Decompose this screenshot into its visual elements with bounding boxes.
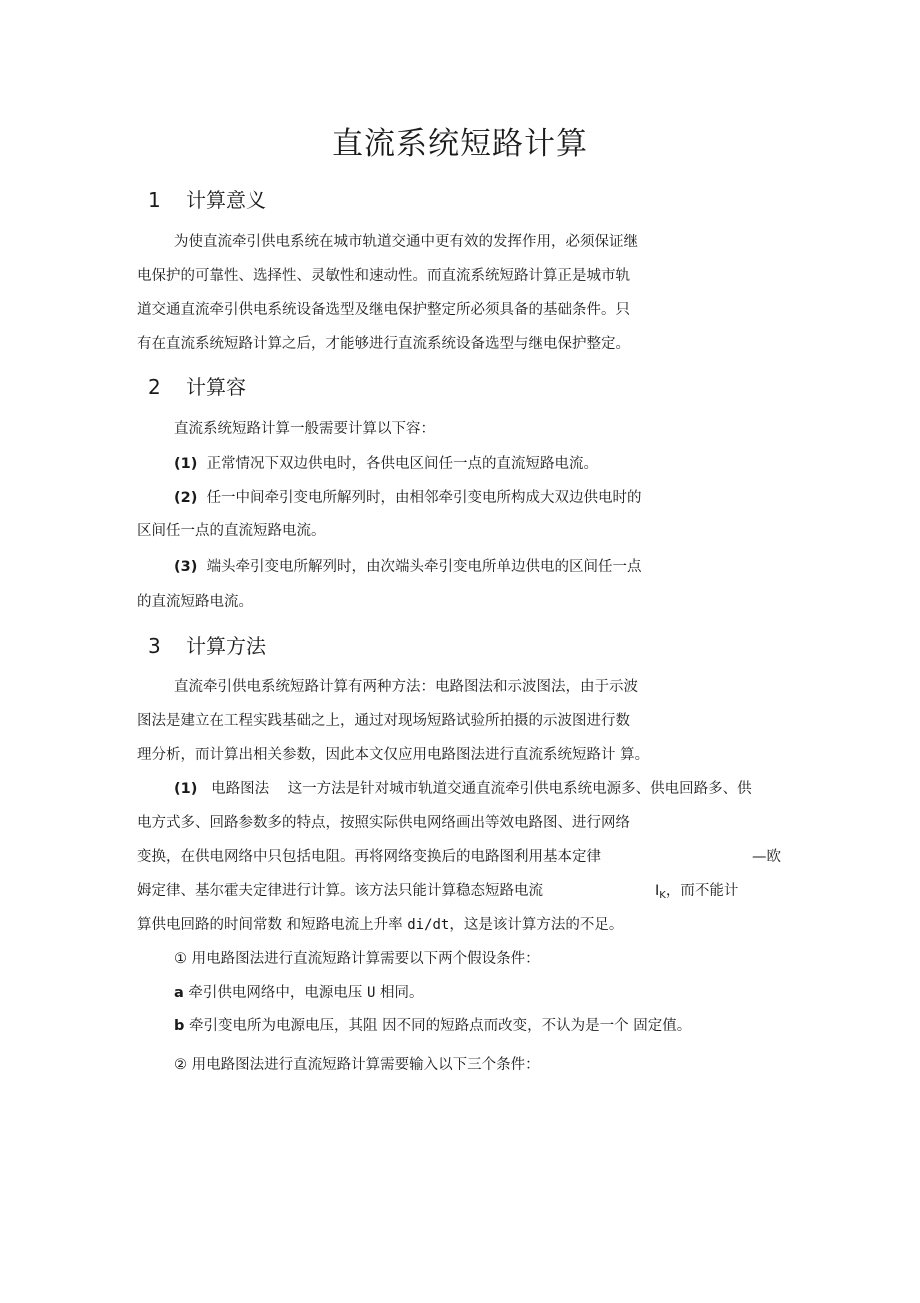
list-item	[174, 488, 642, 508]
list-number: (2)	[174, 490, 198, 506]
condition-heading: ② 用电路图法进行直流短路计算需要输入以下三个条件：	[174, 1057, 540, 1073]
document-title: 直流系统短路计算	[332, 126, 588, 162]
condition-letter: a	[174, 985, 184, 1001]
list-text: 端头牵引变电所解列时，由次端头牵引变电所单边供电的区间任一点	[206, 559, 642, 575]
list-text: 这一方法是针对城市轨道交通直流牵引供电系统电源多、供电回路多、供	[287, 781, 752, 797]
paragraph-line: 道交通直流牵引供电系统设备选型及继电保护整定所必须具备的基础条件。只	[137, 302, 630, 318]
paragraph-line: 有在直流系统短路计算之后，才能够进行直流系统设备选型与继电保护整定。	[137, 336, 630, 352]
paragraph-line	[137, 915, 623, 935]
section-title: 计算容	[186, 375, 246, 399]
paragraph-fragment: ，而不能计	[665, 883, 739, 899]
condition-item	[174, 1016, 691, 1036]
paragraph-line: 区间任一点的直流短路电流。	[137, 523, 326, 539]
section-heading-3	[148, 630, 266, 659]
list-number: (3)	[174, 559, 198, 575]
section-title: 计算意义	[186, 188, 266, 212]
text-fragment: ，这是该计算方法的不足。	[449, 917, 624, 933]
formula-symbol	[655, 881, 738, 906]
list-item	[174, 557, 642, 577]
list-item	[174, 454, 598, 474]
current-subscript: K	[659, 890, 666, 901]
paragraph-line: 变换，在供电网络中只包括电阻。再将网络变换后的电路图利用基本定律	[137, 849, 601, 865]
section-heading-2	[148, 371, 246, 400]
paragraph-line: 图法是建立在工程实践基础之上，通过对现场短路试验所拍摄的示波图进行数	[137, 713, 630, 729]
paragraph-line: 直流牵引供电系统短路计算有两种方法：电路图法和示波图法，由于示波	[174, 679, 638, 695]
section-title: 计算方法	[186, 634, 266, 658]
list-text: 正常情况下双边供电时，各供电区间任一点的直流短路电流。	[206, 456, 599, 472]
text-fragment: 牵引变电所为电源电压，其阻 因不同的短路点而改变，不认为是一个 固定值。	[189, 1018, 692, 1034]
section-number: 1	[148, 188, 161, 212]
condition-heading: ① 用电路图法进行直流短路计算需要以下两个假设条件：	[174, 951, 540, 967]
list-number: (1)	[174, 456, 198, 472]
paragraph-fragment: —欧	[752, 849, 781, 865]
method-label: 电路图法	[211, 781, 270, 797]
formula-code: di/dt	[407, 917, 450, 933]
paragraph-line: 电保护的可靠性、选择性、灵敏性和速动性。而直流系统短路计算正是城市轨	[137, 268, 630, 284]
text-fragment: 牵引供电网络中，电源电压	[188, 985, 368, 1001]
current-symbol: I	[655, 883, 660, 899]
paragraph-line: 为使直流牵引供电系统在城市轨道交通中更有效的发挥作用，必须保证继	[174, 234, 638, 250]
condition-item	[174, 983, 424, 1003]
list-text: 任一中间牵引变电所解列时，由相邻牵引变电所构成大双边供电时的	[206, 490, 642, 506]
section-number: 3	[148, 634, 161, 658]
list-number: (1)	[174, 781, 198, 797]
condition-letter: b	[174, 1018, 185, 1034]
text-fragment: 算供电回路的时间常数 和短路电流上升率	[137, 917, 408, 933]
paragraph-line: 的直流短路电流。	[137, 594, 253, 610]
text-fragment: 相同。	[375, 985, 424, 1001]
paragraph-line: 直流系统短路计算一般需要计算以下容：	[174, 421, 435, 437]
paragraph-line: 理分析，而计算出相关参数，因此本文仅应用电路图法进行直流系统短路计 算。	[137, 747, 650, 763]
section-heading-1	[148, 184, 266, 213]
paragraph-line: 姆定律、基尔霍夫定律进行计算。该方法只能计算稳态短路电流	[137, 883, 543, 899]
formula-code: U	[367, 985, 376, 1001]
method-item	[174, 779, 752, 799]
paragraph-line: 电方式多、回路参数多的特点，按照实际供电网络画出等效电路图、进行网络	[137, 815, 630, 831]
section-number: 2	[148, 375, 161, 399]
